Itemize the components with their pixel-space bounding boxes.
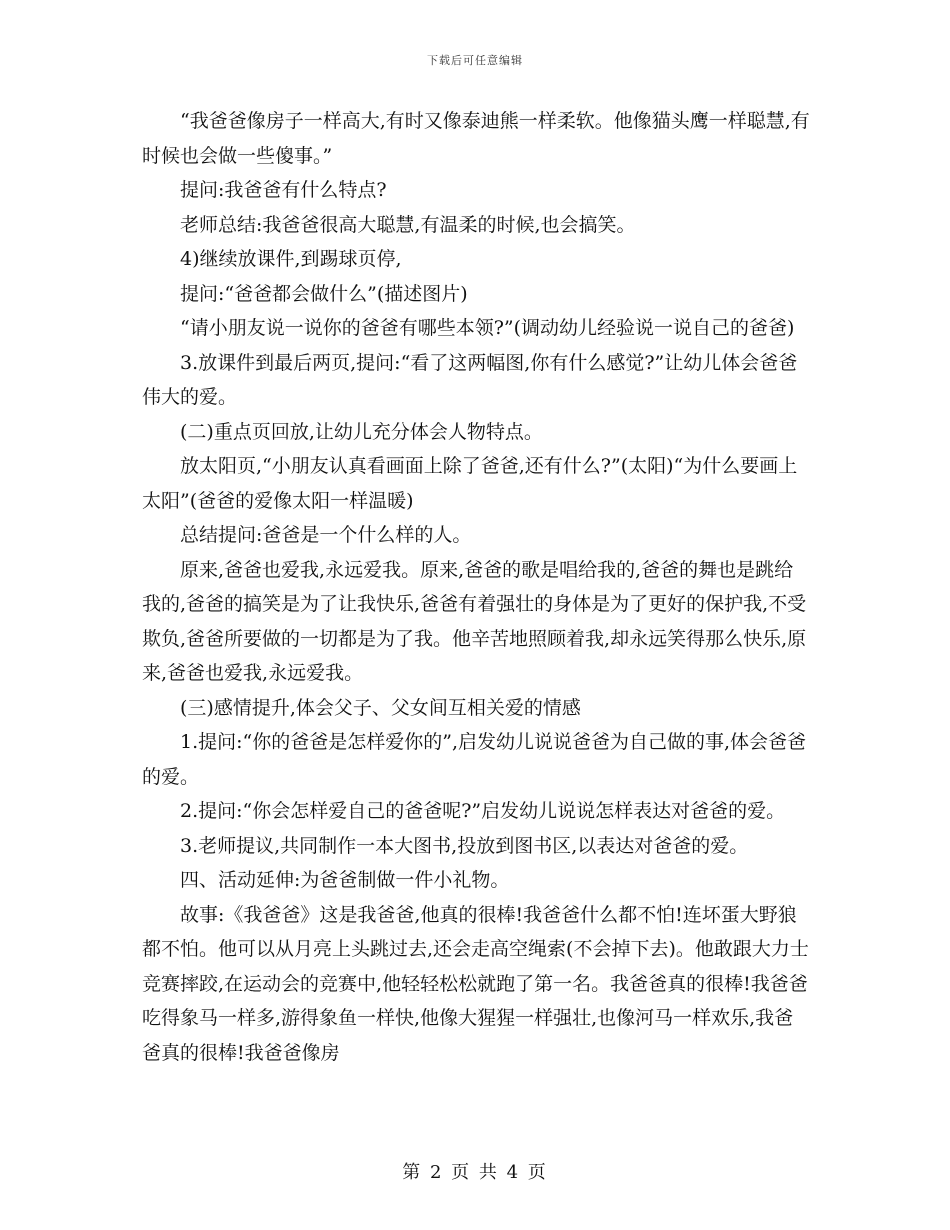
paragraph-11: 原来,爸爸也爱我,永远爱我。原来,爸爸的歌是唱给我的,爸爸的舞也是跳给我的,爸爸的搞笑是为了让我快乐,爸爸有着强壮的身体是为了更好的保护我,不受欺负,爸爸所要做的一切都是为了我。他辛苦地照顾着我,却永远笑得那么快乐,原来,爸爸也爱我,永远爱我。	[142, 558, 807, 684]
paragraph-3: 老师总结:我爸爸很高大聪慧,有温柔的时候,也会搞笑。	[180, 213, 636, 236]
page-header: 下载后可任意编辑	[427, 54, 523, 67]
paragraph-6: “请小朋友说一说你的爸爸有哪些本领?”(调动幼儿经验说一说自己的爸爸)	[180, 317, 795, 339]
paragraph-8: (二)重点页回放,让幼儿充分体会人物特点。	[180, 420, 543, 443]
paragraph-17: 故事:《我爸爸》这是我爸爸,他真的很棒!我爸爸什么都不怕!连坏蛋大野狼都不怕。他可以从月亮上头跳过去,还会走高空绳索(不会掉下去)。他敢跟大力士竞赛摔跤,在运动会的竞赛中,他轻轻松松就跑了第一名。我爸爸真的很棒!我爸爸吃得象马一样多,游得象鱼一样快,他像大猩猩一样强壮,也像河马一样欢乐,我爸爸真的很棒!我爸爸像房	[142, 903, 809, 1064]
paragraph-14: 2.提问:“你会怎样爱自己的爸爸呢?”启发幼儿说说怎样表达对爸爸的爱。	[180, 800, 786, 822]
paragraph-16: 四、活动延伸:为爸爸制做一件小礼物。	[180, 869, 510, 891]
paragraph-15: 3.老师提议,共同制作一本大图书,投放到图书区,以表达对爸爸的爱。	[180, 834, 749, 857]
paragraph-1: “我爸爸像房子一样高大,有时又像泰迪熊一样柔软。他像猫头鹰一样聪慧,有时候也会做一些傻事。”	[142, 110, 810, 167]
page-footer: 第 2 页 共 4 页	[402, 1162, 548, 1183]
paragraph-12: (三)感情提升,体会父子、父女间互相关爱的情感	[180, 696, 581, 719]
paragraph-2: 提问:我爸爸有什么特点?	[180, 179, 387, 201]
paragraph-7: 3.放课件到最后两页,提问:“看了这两幅图,你有什么感觉?”让幼儿体会爸爸伟大的爱。	[142, 351, 798, 408]
paragraph-10: 总结提问:爸爸是一个什么样的人。	[180, 524, 472, 546]
paragraph-9: 放太阳页,“小朋友认真看画面上除了爸爸,还有什么?”(太阳)“为什么要画上太阳”(爸爸的爱像太阳一样温暖)	[142, 455, 798, 512]
paragraph-4: 4)继续放课件,到踢球页停,	[180, 248, 402, 270]
document-body	[142, 104, 812, 1070]
paragraph-5: 提问:“爸爸都会做什么”(描述图片)	[180, 282, 468, 305]
paragraph-13: 1.提问:“你的爸爸是怎样爱你的”,启发幼儿说说爸爸为自己做的事,体会爸爸的爱。	[142, 731, 807, 788]
